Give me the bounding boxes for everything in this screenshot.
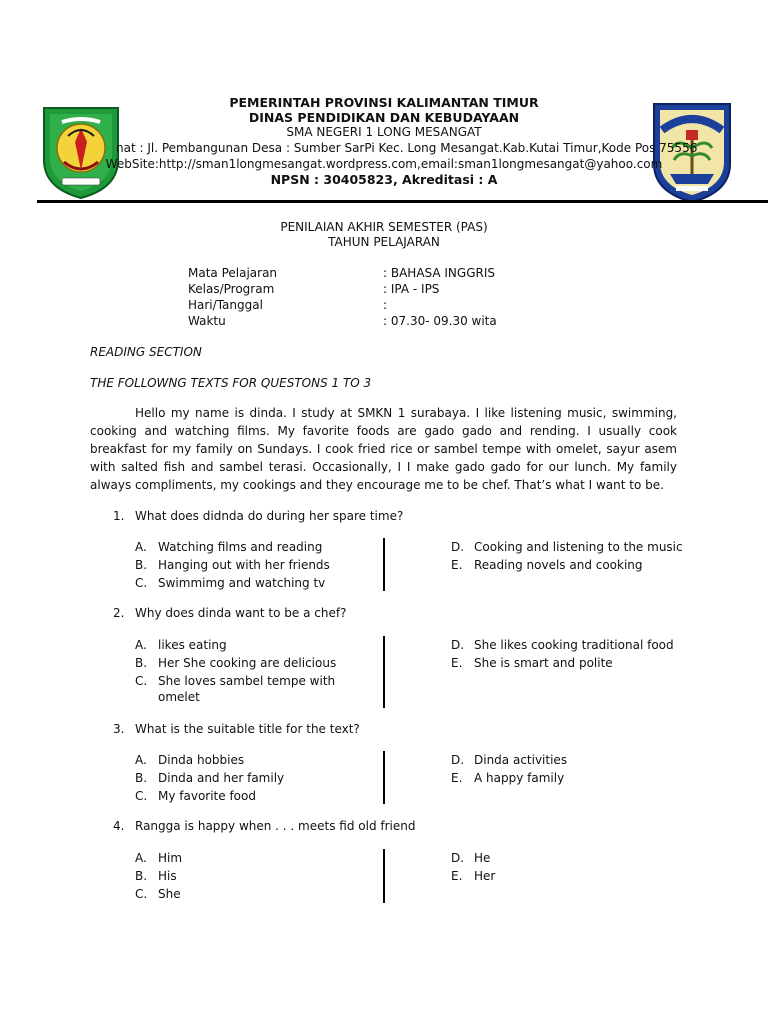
reading-passage: Hello my name is dinda. I study at SMKN 1 surabaya. I like listening music, swimming, cooking and watching films. My favorite foods are gado gado and rending. I usually cook breakfast for my family on Sundays. I cook fried rice or sambel tempe with omelet, sayur asem with salted fish and sambel terasi. Occasionally, I I make gado gado for our lunch. My family always compliments, my cookings and they encourage me to be chef. That’s what I want to be. xyxy=(90,406,677,492)
question-text: What is the suitable title for the text? xyxy=(135,722,360,736)
info-time-value: : 07.30- 09.30 wita xyxy=(383,314,497,328)
option-text: She is smart and polite xyxy=(474,656,613,670)
option-letter: B. xyxy=(135,869,148,883)
option-text: Watching films and reading xyxy=(158,540,323,554)
option-divider xyxy=(383,751,385,804)
question-number: 4. xyxy=(113,819,125,833)
option-1c[interactable] xyxy=(135,574,325,592)
option-1e[interactable] xyxy=(451,556,643,574)
option-divider xyxy=(383,849,385,903)
question-3 xyxy=(113,722,360,736)
question-text: Why does dinda want to be a chef? xyxy=(135,606,347,620)
info-date-label: Hari/Tanggal xyxy=(188,298,263,312)
option-letter: D. xyxy=(451,540,465,554)
option-4e[interactable] xyxy=(451,867,495,885)
option-letter: A. xyxy=(135,540,147,554)
header-department: DINAS PENDIDIKAN DAN KEBUDAYAAN xyxy=(248,110,520,125)
option-text: Swimmimg and watching tv xyxy=(158,576,326,590)
option-letter: E. xyxy=(451,558,463,572)
section-title: READING SECTION xyxy=(90,345,202,359)
option-3e[interactable] xyxy=(451,769,564,787)
option-4a[interactable] xyxy=(135,849,182,867)
option-text: A happy family xyxy=(474,771,565,785)
option-letter: A. xyxy=(135,638,147,652)
option-2b[interactable] xyxy=(135,654,336,672)
question-number: 2. xyxy=(113,606,125,620)
info-class-value: : IPA - IPS xyxy=(383,282,440,296)
option-4c[interactable] xyxy=(135,885,181,903)
option-divider xyxy=(383,636,385,708)
option-letter: B. xyxy=(135,656,148,670)
option-letter: C. xyxy=(135,887,148,901)
option-text: She loves sambel tempe with xyxy=(158,674,336,688)
option-2d[interactable] xyxy=(451,636,674,654)
info-subject-label: Mata Pelajaran xyxy=(188,266,278,280)
option-3b[interactable] xyxy=(135,769,284,787)
option-letter: E. xyxy=(451,656,463,670)
option-text: Hanging out with her friends xyxy=(158,558,330,572)
option-2c-continued: omelet xyxy=(158,690,200,704)
option-text: Her She cooking are delicious xyxy=(158,656,337,670)
option-3c[interactable] xyxy=(135,787,256,805)
question-text: What does didnda do during her spare time? xyxy=(135,509,404,523)
question-1 xyxy=(113,509,403,523)
question-2 xyxy=(113,606,346,620)
option-4d[interactable] xyxy=(451,849,490,867)
option-letter: D. xyxy=(451,753,465,767)
option-text: Cooking and listening to the music xyxy=(474,540,683,554)
option-1a[interactable] xyxy=(135,538,322,556)
option-text: Dinda hobbies xyxy=(158,753,245,767)
option-1b[interactable] xyxy=(135,556,330,574)
info-date-value: : xyxy=(383,298,388,312)
option-text: My favorite food xyxy=(158,789,256,803)
exam-title: PENILAIAN AKHIR SEMESTER (PAS) xyxy=(280,220,488,234)
option-text: Dinda activities xyxy=(474,753,568,767)
option-letter: C. xyxy=(135,576,148,590)
header-address: nat : Jl. Pembangunan Desa : Sumber SarPi Kec. Long Mesangat.Kab.Kutai Timur,Kode Pos 75556 xyxy=(116,141,698,155)
option-divider xyxy=(383,538,385,591)
option-3d[interactable] xyxy=(451,751,567,769)
option-text: She xyxy=(158,887,181,901)
option-letter: D. xyxy=(451,851,465,865)
option-letter: B. xyxy=(135,558,148,572)
option-4b[interactable] xyxy=(135,867,177,885)
question-4 xyxy=(113,819,415,833)
option-letter: C. xyxy=(135,789,148,803)
option-letter: D. xyxy=(451,638,465,652)
header-divider xyxy=(37,200,768,203)
header-school-name: SMA NEGERI 1 LONG MESANGAT xyxy=(286,125,482,139)
option-letter: A. xyxy=(135,753,147,767)
info-class-label: Kelas/Program xyxy=(188,282,275,296)
exam-year: TAHUN PELAJARAN xyxy=(328,235,440,249)
info-time-label: Waktu xyxy=(188,314,226,328)
option-letter: A. xyxy=(135,851,147,865)
option-letter: B. xyxy=(135,771,148,785)
section-subtitle: THE FOLLOWNG TEXTS FOR QUESTONS 1 TO 3 xyxy=(90,376,372,390)
question-text: Rangga is happy when . . . meets fid old friend xyxy=(135,819,416,833)
question-number: 1. xyxy=(113,509,125,523)
option-text: likes eating xyxy=(158,638,227,652)
header-government: PEMERINTAH PROVINSI KALIMANTAN TIMUR xyxy=(229,95,539,110)
option-text: Him xyxy=(158,851,183,865)
option-3a[interactable] xyxy=(135,751,244,769)
option-text: She likes cooking traditional food xyxy=(474,638,674,652)
option-text: He xyxy=(474,851,491,865)
option-letter: E. xyxy=(451,771,463,785)
question-number: 3. xyxy=(113,722,125,736)
option-text: Reading novels and cooking xyxy=(474,558,643,572)
option-text: His xyxy=(158,869,177,883)
option-1d[interactable] xyxy=(451,538,683,556)
header-npsn: NPSN : 30405823, Akreditasi : A xyxy=(270,172,498,187)
header-website: WebSite:http://sman1longmesangat.wordpress.com,email:sman1longmesangat@yahoo.com xyxy=(105,157,663,171)
option-2e[interactable] xyxy=(451,654,613,672)
option-letter: E. xyxy=(451,869,463,883)
option-2c[interactable] xyxy=(135,672,335,690)
option-text: Dinda and her family xyxy=(158,771,285,785)
option-2a[interactable] xyxy=(135,636,227,654)
option-letter: C. xyxy=(135,674,148,688)
option-text: Her xyxy=(474,869,496,883)
info-subject-value: : BAHASA INGGRIS xyxy=(383,266,496,280)
